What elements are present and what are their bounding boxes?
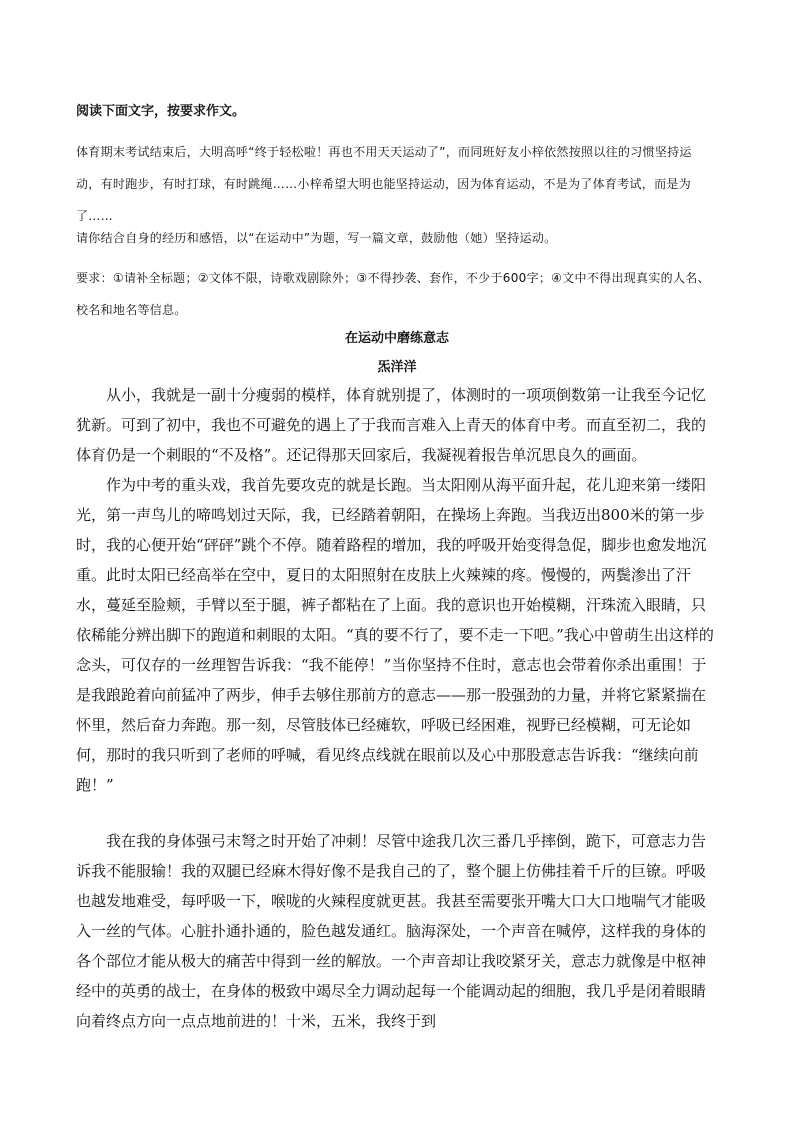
instruction-heading: 阅读下面文字，按要求作文。 [76, 104, 246, 119]
essay-paragraph: 我在我的身体强弓末弩之时开始了冲刺！尽管中途我几次三番几乎摔倒，跪下，可意志力告诉我不能服输！我的双腿已经麻木得好像不是我自己的了，整个腿上仿佛挂着千斤的巨镣。呼吸也越发地难受，每呼吸一下，喉咙的火辣程度就更甚。我甚至需要张开嘴大口大口地喘气才能吸入一丝的气体。心脏扑通扑通的，脸色越发通红。脑海深处，一个声音在喊停，这样我的身体的各个部位才能从极大的痛苦中得到一丝的解放。一个声音却让我咬紧牙关，意志力就像是中枢神经中的英勇的战士，在身体的极致中竭尽全力调动起每一个能调动起的细胞，我几乎是闭着眼睛向着终点方向一点点地前进的！十米，五米，我终于到 [76, 832, 707, 1030]
prompt-requirements: 要求：①请补全标题；②文体不限，诗歌戏剧除外；③不得抄袭、套作，不少于600字；④文中不得出现真实的人名、校名和地名等信息。 [76, 271, 710, 317]
essay-paragraph: 从小，我就是一副十分瘦弱的模样，体育就别提了，体测时的一项项倒数第一让我至今记忆犹新。可到了初中，我也不可避免的遇上了于我而言难入上青天的体育中考。而直至初二，我的体育仍是一个刺眼的“不及格”。还记得那天回家后，我凝视着报告单沉思良久的画面。 [76, 386, 707, 464]
essay-body-part1 [76, 380, 718, 800]
prompt-material: 体育期末考试结束后，大明高呼“终于轻松啦！再也不用天天运动了”，而同班好友小梓依然按照以往的习惯坚持运动，有时跑步，有时打球，有时跳绳……小梓希望大明也能坚持运动，因为体育运动，不是为了体育考试，而是为了…… [76, 145, 692, 223]
prompt-task: 请你结合自身的经历和感悟，以“在运动中”为题，写一篇文章，鼓励他（她）坚持运动。 [76, 231, 557, 245]
essay-author: 炁洋洋 [377, 360, 417, 375]
essay-title: 在运动中磨练意志 [344, 331, 449, 346]
essay-paragraph: 作为中考的重头戏，我首先要攻克的就是长跑。当太阳刚从海平面升起，花儿迎来第一缕阳光，第一声鸟儿的啼鸣划过天际，我，已经踏着朝阳，在操场上奔跑。当我迈出800米的第一步时，我的心便开始“砰砰”跳个不停。随着路程的增加，我的呼吸开始变得急促，脚步也愈发地沉重。此时太阳已经高举在空中，夏日的太阳照射在皮肤上火辣辣的疼。慢慢的，两鬓渗出了汗水，蔓延至脸颊，手臂以至于腿，裤子都粘在了上面。我的意识也开始模糊，汗珠流入眼睛，只依稀能分辨出脚下的跑道和刺眼的太阳。“真的要不行了，要不走一下吧。”我心中曾萌生出这样的念头，可仅存的一丝理智告诉我：“我不能停！”当你坚持不住时，意志也会带着你杀出重围！于是我踉跄着向前猛冲了两步，伸手去够住那前方的意志——那一股强劲的力量，并将它紧紧揣在怀里，然后奋力奔跑。那一刻，尽管肢体已经瘫软，呼吸已经困难，视野已经模糊，可无论如何，那时的我只听到了老师的呼喊，看见终点线就在眼前以及心中那股意志告诉我：“继续向前跑！” [76, 476, 714, 794]
essay-body-part2 [76, 826, 718, 1036]
